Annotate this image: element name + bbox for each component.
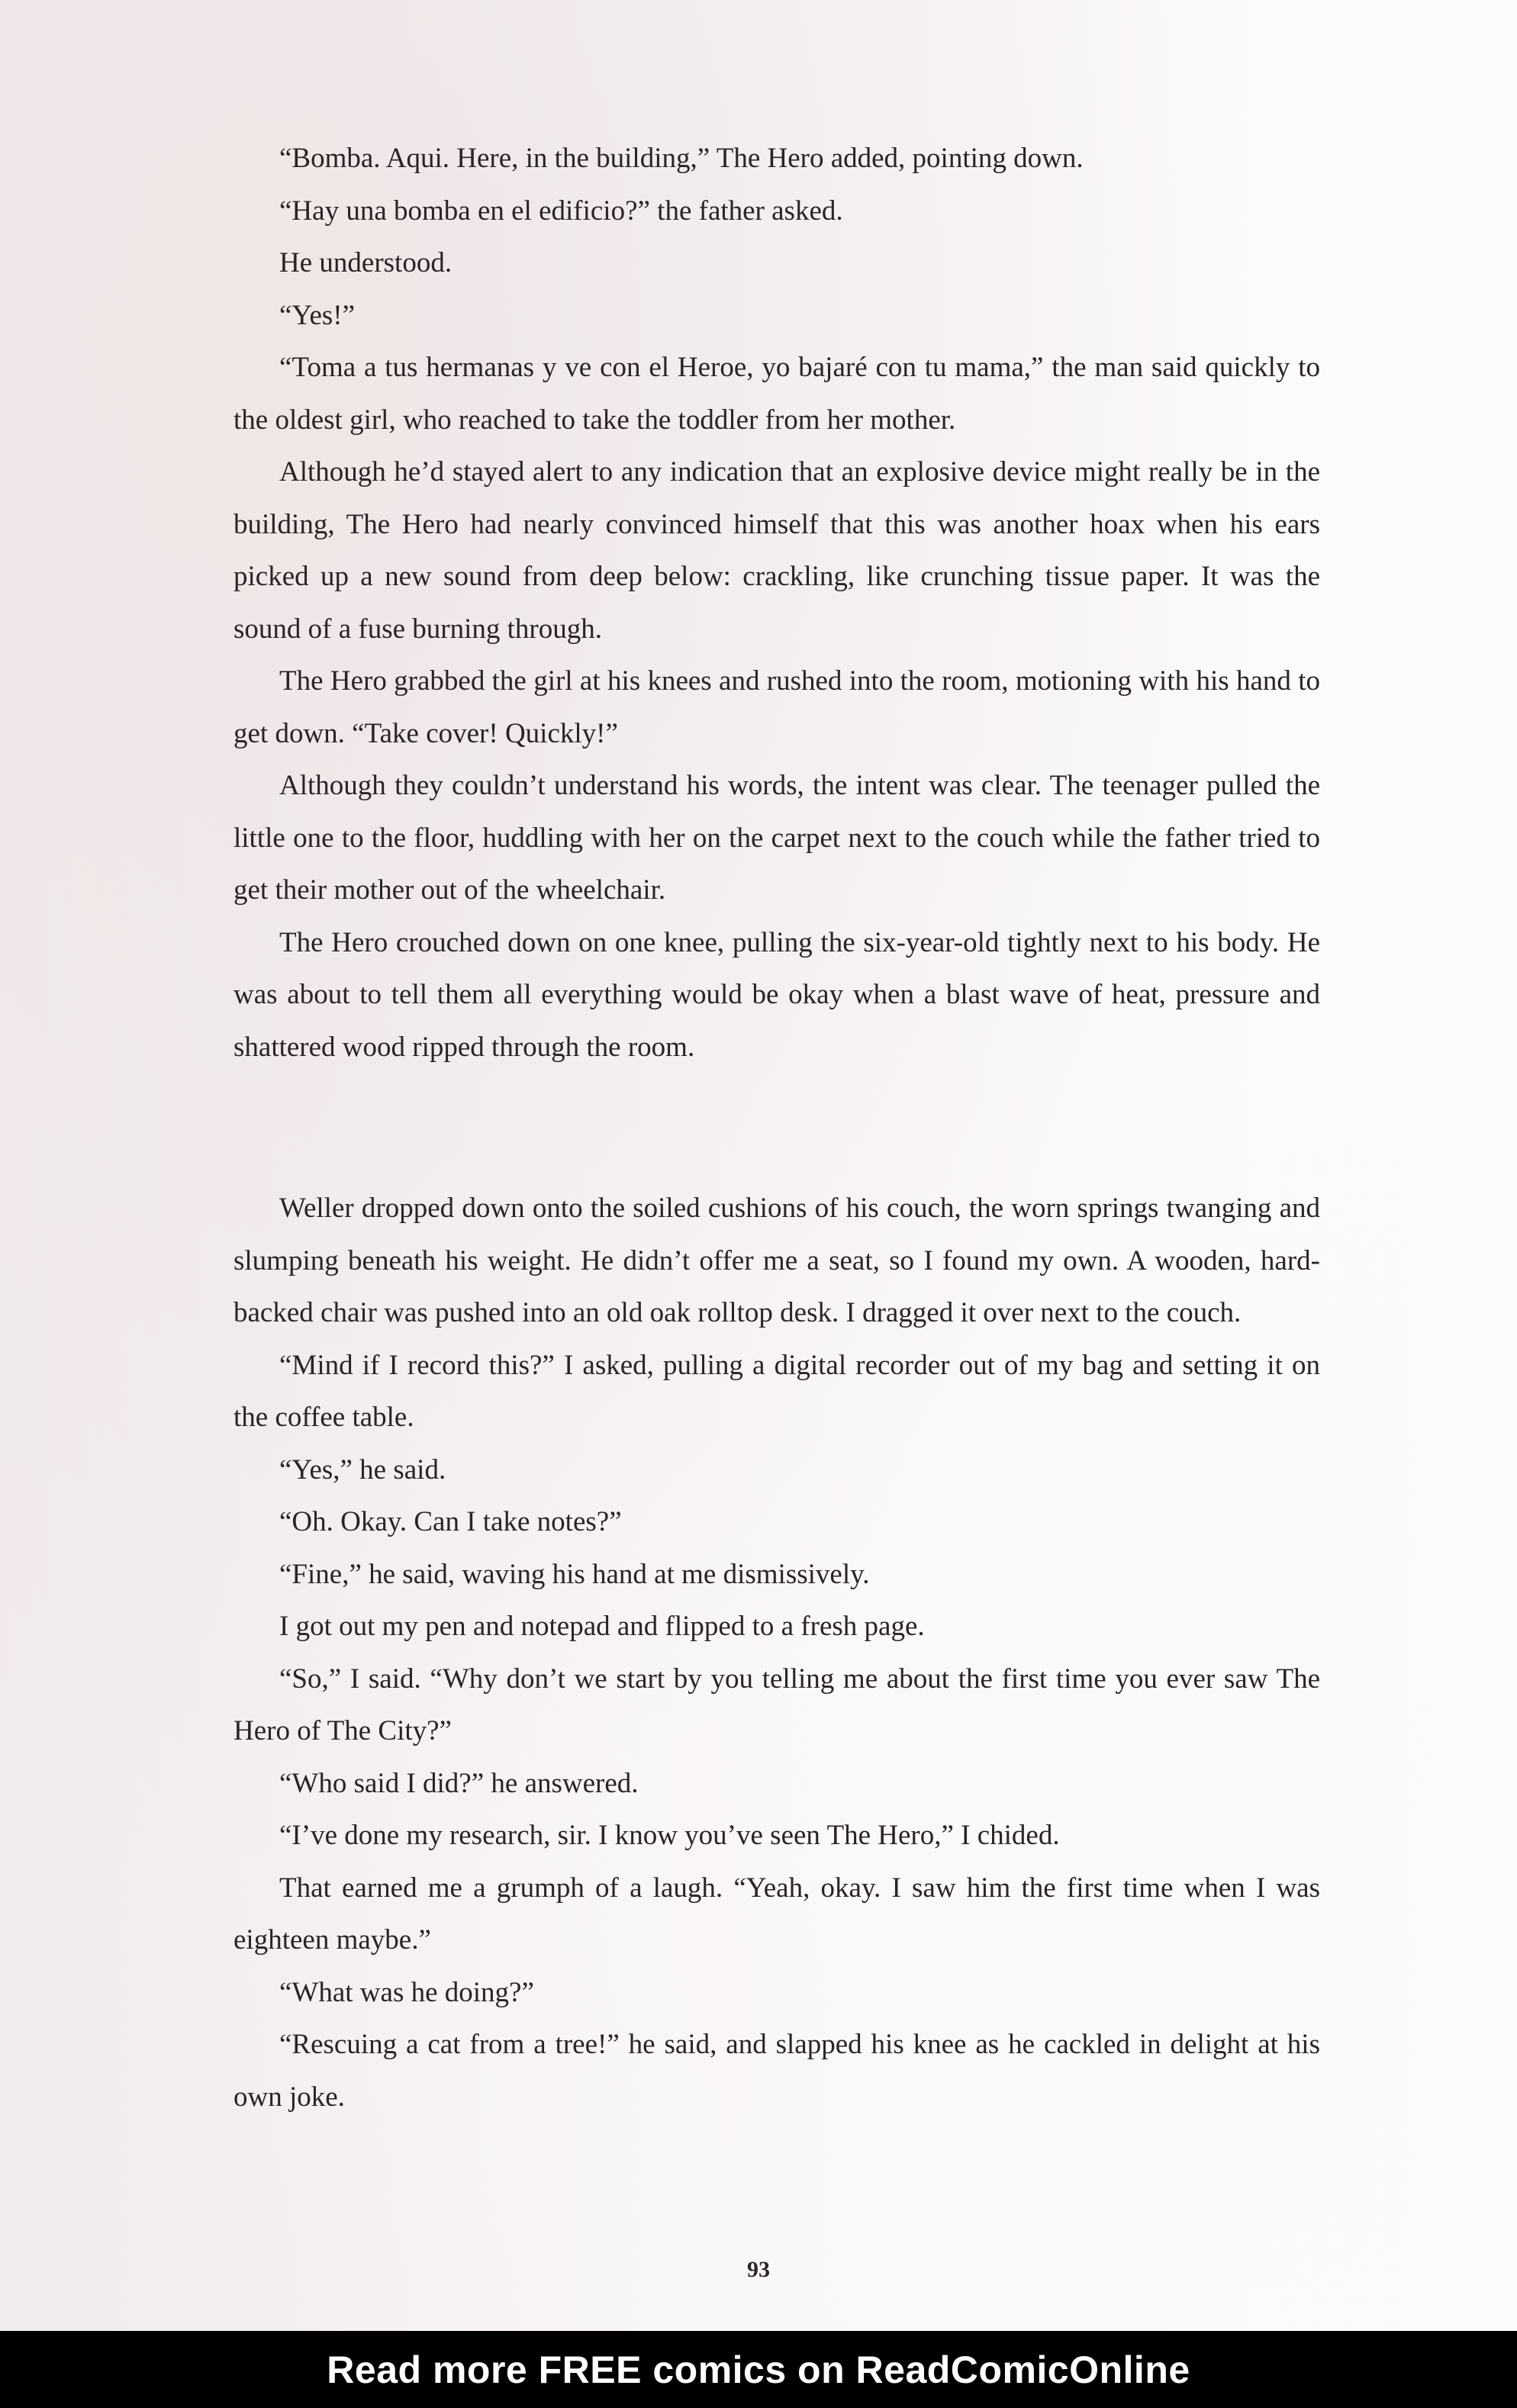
paragraph: “Fine,” he said, waving his hand at me dismissively. <box>279 1558 870 1590</box>
paragraph: “Yes,” he said. <box>279 1453 446 1486</box>
paragraph: “Who said I did?” he answered. <box>279 1767 639 1799</box>
paragraph: “Rescuing a cat from a tree!” he said, and slapped his knee as he cackled in delight at his own joke. <box>234 2029 1320 2113</box>
paragraph: The Hero grabbed the girl at his knees and rushed into the room, motioning with his hand to get down. “Take cover! Quickly!” <box>234 665 1320 749</box>
paragraph: “I’ve done my research, sir. I know you’ve seen The Hero,” I chided. <box>279 1820 1060 1851</box>
paragraph: “Mind if I record this?” I asked, pulling a digital recorder out of my bag and setting it on the coffee table. <box>234 1349 1320 1433</box>
paragraph: “Oh. Okay. Can I take notes?” <box>279 1506 622 1537</box>
paragraph: Weller dropped down onto the soiled cushions of his couch, the worn springs twanging and slumping beneath his weight. He didn’t offer me a seat, so I found my own. A wooden, hard-backed chair was pushed into an old oak rolltop desk. I dragged it over next to the couch. <box>234 1193 1320 1328</box>
paragraph: “Hay una bomba en el edificio?” the father asked. <box>279 195 843 227</box>
paragraph: Although they couldn’t understand his words, the intent was clear. The teenager pulled the little one to the floor, huddling with her on the carpet next to the couch while the father tried to get their mother out of the wheelchair. <box>234 770 1320 906</box>
paragraph: Although he’d stayed alert to any indication that an explosive device might really be in the building, The Hero had nearly convinced himself that this was another hoax when his ears picked up a new sound from deep below: crackling, like crunching tissue paper. It was the sound of a fuse burning through. <box>234 456 1320 645</box>
read-more-link[interactable]: Read more FREE comics on ReadComicOnline <box>327 2348 1190 2391</box>
paragraph: “So,” I said. “Why don’t we start by you telling me about the first time you ever saw The Hero of The City?” <box>234 1663 1320 1746</box>
paragraph: “Bomba. Aqui. Here, in the building,” The Hero added, pointing down. <box>279 143 1084 174</box>
story-section-weller <box>234 1183 1320 2123</box>
paragraph: The Hero crouched down on one knee, pulling the six-year-old tightly next to his body. He was about to tell them all everything would be okay when a blast wave of heat, pressure and shattered wood ripped through the room. <box>234 926 1320 1063</box>
paragraph: I got out my pen and notepad and flipped to a fresh page. <box>279 1611 925 1642</box>
page-number: 93 <box>747 2257 770 2282</box>
paragraph: “Toma a tus hermanas y ve con el Heroe, yo bajaré con tu mama,” the man said quickly to the oldest girl, who reached to take the toddler from her mother. <box>234 352 1320 436</box>
paragraph: “Yes!” <box>279 299 356 331</box>
paragraph: “What was he doing?” <box>279 1976 534 2008</box>
footer-banner <box>0 2331 1517 2408</box>
story-section-hero <box>234 133 1320 1074</box>
paragraph: That earned me a grumph of a laugh. “Yeah, okay. I saw him the first time when I was eighteen maybe.” <box>234 1872 1320 1956</box>
paragraph: He understood. <box>279 247 453 278</box>
